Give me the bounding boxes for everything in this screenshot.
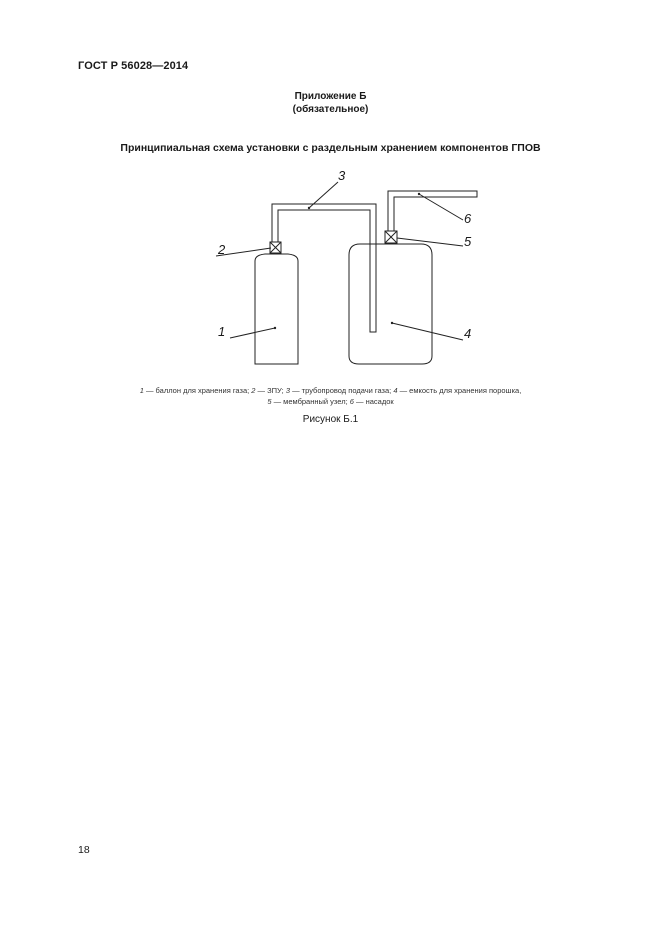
figure-title: Принципиальная схема установки с раздельным хранением компонентов ГПОВ xyxy=(120,142,541,154)
legend-text: — мембранный узел; xyxy=(271,397,350,406)
legend-num: 4 xyxy=(393,386,398,395)
legend-num: 5 xyxy=(267,397,272,406)
page-number: 18 xyxy=(78,844,90,856)
gas-cylinder xyxy=(255,254,298,364)
legend-text: — емкость для хранения порошка, xyxy=(397,386,522,395)
legend-text: — насадок xyxy=(353,397,394,406)
legend-text: — баллон для хранения газа; xyxy=(143,386,252,395)
standard-code: ГОСТ Р 56028—2014 xyxy=(78,60,189,72)
callout-6: 6 xyxy=(464,211,472,226)
figure-legend xyxy=(0,385,661,407)
callout-3: 3 xyxy=(338,168,346,183)
callout-1: 1 xyxy=(218,324,226,339)
figure-label: Рисунок Б.1 xyxy=(302,414,359,425)
legend-num: 6 xyxy=(349,397,354,406)
legend-num: 3 xyxy=(285,386,290,395)
callout-4: 4 xyxy=(464,326,472,341)
powder-tank xyxy=(349,244,432,364)
legend-line-1 xyxy=(0,385,661,396)
annex-heading xyxy=(0,90,661,116)
legend-text: — ЗПУ; xyxy=(255,386,286,395)
callout-5: 5 xyxy=(464,234,472,249)
callout-2: 2 xyxy=(218,242,226,257)
annex-status: (обязательное) xyxy=(292,104,369,115)
legend-num: 2 xyxy=(251,386,256,395)
legend-text: — трубопровод подачи газа; xyxy=(290,386,394,395)
annex-title: Приложение Б xyxy=(294,91,367,102)
gas-pipeline xyxy=(272,204,376,332)
legend-line-2 xyxy=(0,396,661,407)
legend-num: 1 xyxy=(139,386,144,395)
schematic-diagram xyxy=(0,160,661,380)
